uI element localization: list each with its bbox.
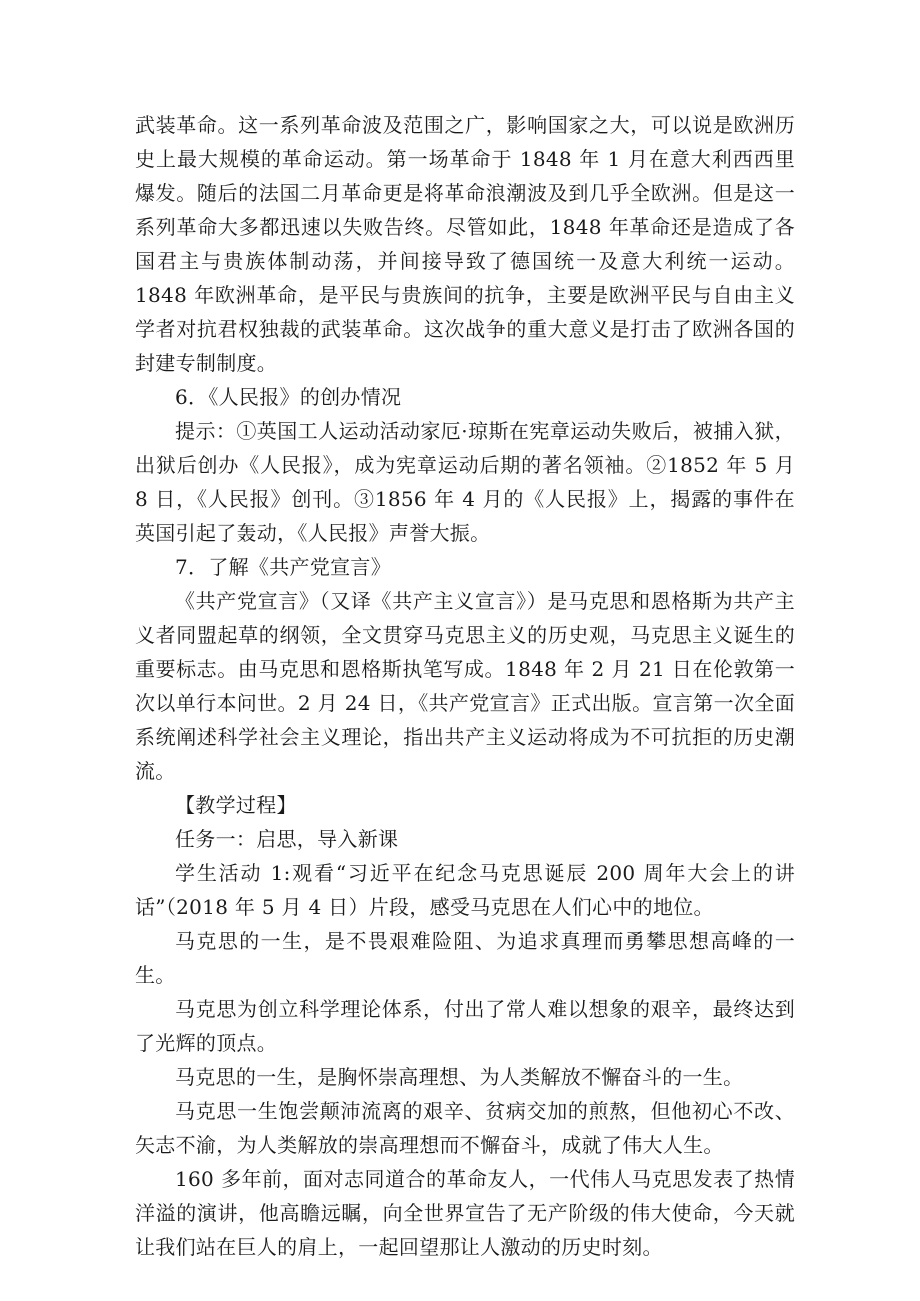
paragraph-marx-theory: 马克思为创立科学理论体系，付出了常人难以想象的艰辛，最终达到了光辉的顶点。: [135, 997, 795, 1055]
heading-communist-manifesto: 7．了解《共产党宣言》: [175, 555, 392, 579]
paragraph-marx-hardship: 马克思一生饱尝颠沛流离的艰辛、贫病交加的煎熬，但他初心不改、矢志不渝，为人类解放的崇高理想而不懈奋斗，成就了伟大人生。: [135, 1099, 795, 1157]
paragraph-historic-moment: 160 多年前，面对志同道合的革命友人，一代伟人马克思发表了热情洋溢的演讲，他高瞻远瞩，向全世界宣告了无产阶级的伟大使命，今天就让我们站在巨人的肩上，一起回望那让人激动的历史时刻。: [135, 1167, 795, 1259]
document-body: [135, 108, 795, 1264]
paragraph-peoples-paper-hint: 提示：①英国工人运动活动家厄·琼斯在宪章运动失败后，被捕入狱，出狱后创办《人民报》，成为宪章运动后期的著名领袖。②1852 年 5 月 8 日，《人民报》创刊。③1856 年 4 月的《人民报》上，揭露的事件在英国引起了轰动，《人民报》声誉大振。: [135, 419, 795, 545]
heading-peoples-paper: 6．《人民报》的创办情况: [175, 385, 402, 409]
paragraph-marx-life-2: 马克思的一生，是胸怀崇高理想、为人类解放不懈奋斗的一生。: [175, 1065, 744, 1089]
paragraph-1848-revolutions: 武装革命。这一系列革命波及范围之广，影响国家之大，可以说是欧洲历史上最大规模的革命运动。第一场革命于 1848 年 1 月在意大利西西里爆发。随后的法国二月革命更是将革命浪潮波及到几乎全欧洲。但是这一系列革命大多都迅速以失败告终。尽管如此，1848 年革命还是造成了各国君主与贵族体制动荡，并间接导致了德国统一及意大利统一运动。1848 年欧洲革命，是平民与贵族间的抗争，主要是欧洲平民与自由主义学者对抗君权独裁的武装革命。这次战争的重大意义是打击了欧洲各国的封建专制制度。: [135, 113, 795, 375]
paragraph-marx-life-1: 马克思的一生，是不畏艰难险阻、为追求真理而勇攀思想高峰的一生。: [135, 929, 795, 987]
paragraph-communist-manifesto: 《共产党宣言》（又译《共产主义宣言》）是马克思和恩格斯为共产主义者同盟起草的纲领，全文贯穿马克思主义的历史观，马克思主义诞生的重要标志。由马克思和恩格斯执笔写成。1848 年 2 月 21 日在伦敦第一次以单行本问世。2 月 24 日，《共产党宣言》正式出版。宣言第一次全面系统阐述科学社会主义理论，指出共产主义运动将成为不可抗拒的历史潮流。: [135, 589, 795, 783]
paragraph-student-activity: 学生活动 1:观看“习近平在纪念马克思诞辰 200 周年大会上的讲话”（2018 年 5 月 4 日）片段，感受马克思在人们心中的地位。: [135, 861, 795, 919]
heading-task-one: 任务一：启思，导入新课: [175, 827, 399, 851]
heading-teaching-process: 【教学过程】: [175, 793, 297, 817]
